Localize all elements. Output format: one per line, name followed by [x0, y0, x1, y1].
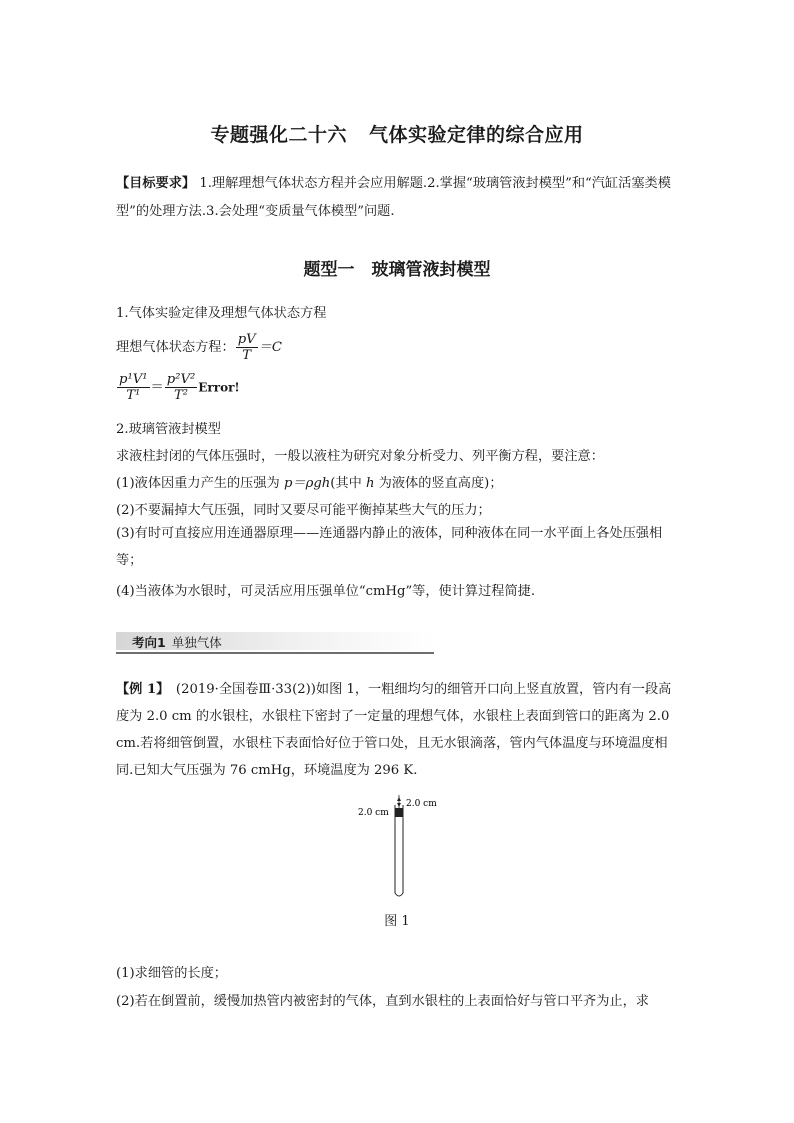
item2-heading: 2.玻璃管液封模型	[116, 422, 221, 437]
ratio-denominator-2: T²	[173, 388, 189, 403]
ratio-equals: ＝	[150, 380, 164, 395]
point-3: (3)有时可直接应用连通器原理——连通器内静止的液体，同种液体在同一水平面上各处压强相等；	[116, 526, 663, 568]
goal-tag: 【目标要求】	[116, 176, 196, 191]
point-1-h: h	[365, 476, 375, 491]
page-title	[0, 120, 794, 147]
goal-text: 1.理解理想气体状态方程并会应用解题.2.掌握“玻璃管液封模型”和“汽缸活塞类模型”的处理方法.3.会处理“变质量气体模型”问题.	[116, 176, 671, 219]
right-dimension-label: 2.0 cm	[406, 799, 437, 809]
section-title: 题型一 玻璃管液封模型	[303, 260, 491, 280]
point-1-b: (其中	[330, 476, 366, 491]
point-1-c: 为液体的竖直高度)；	[374, 476, 503, 491]
item2-intro: 求液柱封闭的气体压强时，一般以液柱为研究对象分析受力、列平衡方程，要注意：	[116, 449, 604, 464]
ratio-fraction-1	[117, 372, 150, 403]
example-tag: 【例 1】	[116, 682, 163, 697]
ideal-denominator: T	[242, 348, 252, 363]
question-2: (2)若在倒置前，缓慢加热管内被密封的气体，直到水银柱的上表面恰好与管口平齐为止，求	[116, 994, 649, 1009]
example-text: (2019·全国卷Ⅲ·33(2))如图 1，一粗细均匀的细管开口向上竖直放置，管内有一段高度为 2.0 cm 的水银柱，水银柱下密封了一定量的理想气体，水银柱上表面到管口的距离为 2.0 cm.若将细管倒置，水银柱下表面恰好位于管口处，且无水银滴落，管内气体温度与环境温度相同.已知大气压强为 76 cmHg，环境温度为 296 K.	[116, 682, 672, 778]
banner-label-text: 考向1	[132, 635, 166, 650]
point-1-formula: p＝ρgh	[283, 476, 331, 491]
ideal-numerator: pV	[237, 332, 256, 347]
tube-figure	[340, 795, 460, 905]
point-4: (4)当液体为水银时，可灵活应用压强单位“cmHg”等，使计算过程简捷.	[116, 584, 536, 599]
banner-rule	[116, 652, 434, 654]
ratio-fraction-2	[165, 372, 198, 403]
ratio-numerator-1: p¹V¹	[119, 372, 148, 387]
point-1-a: (1)液体因重力产生的压强为	[116, 476, 284, 491]
title-part2: 气体实验定律的综合应用	[369, 124, 584, 146]
tube-outline	[395, 805, 403, 896]
ratio-equation	[116, 372, 240, 403]
ideal-rhs: ＝C	[258, 340, 282, 355]
error-text: Error!	[198, 380, 240, 395]
ratio-denominator-1: T¹	[126, 388, 141, 403]
point-2: (2)不要漏掉大气压强，同时又要尽可能平衡掉某些大气的压力；	[116, 503, 491, 518]
topic-banner	[116, 632, 434, 654]
arrow-mid	[397, 803, 401, 807]
ratio-numerator-2: p²V²	[166, 372, 196, 387]
learning-goals	[116, 170, 682, 226]
left-dimension-label: 2.0 cm	[358, 808, 389, 818]
point-1	[116, 472, 503, 491]
arrow-top	[397, 797, 401, 801]
figure-caption: 图 1	[384, 914, 410, 929]
ideal-fraction	[236, 332, 258, 363]
ideal-label: 理想气体状态方程：	[116, 340, 235, 355]
banner-label	[132, 633, 222, 651]
item1-heading: 1.气体实验定律及理想气体状态方程	[116, 306, 327, 321]
question-1: (1)求细管的长度；	[116, 966, 227, 981]
example-1	[116, 676, 682, 784]
title-part1: 专题强化二十六	[210, 124, 347, 146]
ideal-gas-equation	[116, 332, 282, 363]
banner-sub: 单独气体	[171, 635, 222, 650]
